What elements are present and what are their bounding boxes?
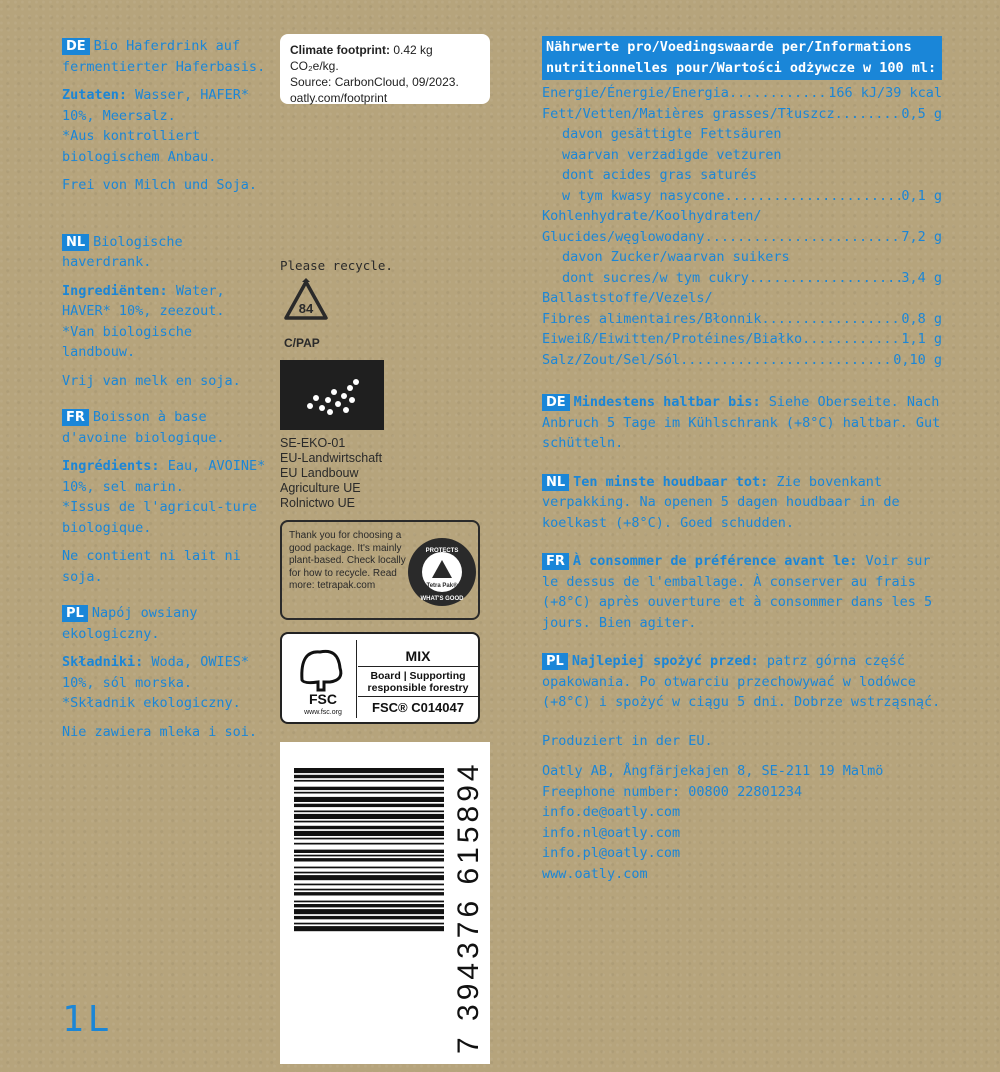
- nutrition-row: [542, 309, 942, 330]
- barcode-bar: [294, 909, 444, 914]
- barcode-bar: [294, 831, 444, 836]
- organic-note: *Aus kontrolliert biologischem Anbau.: [62, 128, 217, 165]
- tetra-brand: Tetra Pak®: [426, 583, 458, 589]
- lang-tag: PL: [542, 653, 568, 670]
- nutrition-label: davon gesättigte Fettsäuren: [562, 126, 782, 142]
- contact-line: info.nl@oatly.com: [542, 824, 681, 841]
- nutrition-row: [542, 83, 942, 104]
- contact-line: www.oatly.com: [542, 865, 648, 882]
- contact-line: Freephone number: 00800 22801234: [542, 783, 803, 800]
- fsc-tree-icon: [290, 640, 356, 718]
- fsc-divider: [358, 696, 478, 697]
- shelf-label: À consommer de préférence avant le:: [572, 553, 858, 569]
- ingredients-text: Eau, AVOINE* 10%, sel marin.: [62, 458, 266, 495]
- ingredients-column: [62, 36, 267, 758]
- nutrition-label: Fibres alimentaires/Błonnik: [542, 310, 762, 327]
- barcode-bar: [294, 850, 444, 853]
- nutrition-label: Kohlenhydrate/Koolhydraten/: [542, 208, 762, 224]
- eko-line: SE-EKO-01: [280, 436, 346, 450]
- free-from-text: Vrij van melk en soja.: [62, 372, 241, 389]
- tetra-pak-badge-icon: [406, 530, 476, 610]
- shelf-label: Ten minste houdbaar tot:: [573, 473, 769, 490]
- climate-url: oatly.com/footprint: [290, 91, 388, 105]
- lang-tag-nl: NL: [62, 234, 89, 251]
- barcode-bar: [294, 826, 444, 829]
- ingredients-text: Water, HAVER* 10%, zeezout.: [62, 282, 225, 319]
- contact-line: info.pl@oatly.com: [542, 845, 681, 861]
- contact-line: info.de@oatly.com: [542, 804, 681, 820]
- nutrition-label: w tym kwasy nasycone: [562, 187, 725, 204]
- shelf-text: Zie bovenkant verpakking. Na openen 5 dagen houdbaar in de koelkast (+8°C). Goed schudden.: [542, 473, 900, 531]
- organic-note: *Składnik ekologiczny.: [62, 695, 241, 711]
- shelf-label: Najlepiej spożyć przed:: [571, 653, 759, 669]
- climate-value: 0.42 kg CO₂e/kg.: [290, 43, 433, 73]
- product-title: Napój owsiany ekologiczny.: [62, 605, 198, 642]
- tetra-badge-bottom: WHAT'S GOOD: [420, 596, 464, 602]
- shelf-text: Siehe Oberseite. Nach Anbruch 5 Tage im Kühlschrank (+8°C) haltbar. Gut schütteln.: [542, 394, 941, 451]
- barcode-bar: [294, 821, 444, 823]
- nutrition-row: [542, 165, 942, 186]
- volume-label: 1L: [62, 999, 114, 1040]
- eu-leaf-stars-icon: [307, 379, 359, 415]
- barcode-bar: [294, 843, 444, 845]
- shelf-life-fr: [542, 551, 942, 633]
- recycle-text: Please recycle.: [280, 258, 393, 273]
- nutrition-label: davon Zucker/waarvan suikers: [562, 249, 790, 265]
- fsc-mix: MIX: [405, 648, 431, 664]
- shelf-life-de: [542, 392, 942, 454]
- fsc-logo-text: FSC: [309, 691, 337, 707]
- free-from-text: Frei von Milch und Soja.: [62, 177, 258, 193]
- nutrition-title: Nährwerte pro/Voedingswaarde per/Informations nutritionnelles pour/Wartości odżywcze w 100 ml:: [542, 36, 942, 80]
- nutrition-column: [542, 36, 942, 884]
- barcode-bar: [294, 780, 444, 782]
- nutrition-label: waarvan verzadigde vetzuren: [562, 146, 782, 163]
- organic-note: *Issus de l'agricul-ture biologique.: [62, 499, 258, 536]
- dot-leader: [835, 104, 902, 125]
- dot-leader: [729, 83, 828, 104]
- organic-note: *Van biologische landbouw.: [62, 323, 193, 360]
- nutrition-value: 166 kJ/39 kcal: [828, 85, 942, 101]
- fsc-box: [280, 632, 480, 724]
- climate-source: Source: CarbonCloud, 09/2023.: [290, 75, 459, 89]
- barcode-bar: [294, 797, 444, 802]
- nutrition-row: [542, 288, 942, 309]
- fsc-code: FSC® C014047: [372, 700, 464, 715]
- free-from-text: Ne contient ni lait ni soja.: [62, 548, 241, 585]
- barcode-bar: [294, 916, 444, 919]
- nutrition-label: Salz/Zout/Sel/Sól: [542, 351, 681, 368]
- barcode-bar: [294, 768, 444, 773]
- nutrition-value: 0,8 g: [901, 310, 942, 327]
- eko-line: EU Landbouw: [280, 466, 359, 480]
- ingredients-label: Składniki:: [62, 654, 144, 670]
- barcode-bar: [294, 855, 444, 857]
- barcode-bar: [294, 775, 444, 778]
- tetra-badge-top: PROTECTS: [425, 548, 459, 554]
- nutrition-row: [542, 350, 942, 371]
- contact-section: [542, 731, 942, 885]
- nutrition-row: [542, 268, 942, 289]
- nutrition-label: Energie/Énergie/Energia: [542, 85, 729, 101]
- fsc-board: Board | Supporting responsible forestry: [367, 670, 469, 694]
- nutrition-row: [542, 329, 942, 350]
- ingredients-text: Woda, OWIES* 10%, sól morska.: [62, 654, 249, 691]
- nutrition-label: Glucides/węglowodany: [542, 228, 705, 245]
- shelf-life-nl: [542, 472, 942, 534]
- lang-tag-fr: FR: [62, 409, 89, 426]
- barcode-bar: [294, 904, 444, 907]
- ingredients-label: Zutaten:: [62, 87, 128, 103]
- product-title: Biologische haverdrank.: [62, 233, 183, 270]
- tetra-text: Thank you for choosing a good package. It's mainly plant-based. Check locally for how to recycle. Read more: tetrapak.com: [289, 530, 406, 591]
- barcode-bar: [294, 838, 444, 840]
- dot-leader: [802, 329, 901, 350]
- dot-leader: [725, 186, 902, 207]
- barcode-bar: [294, 792, 444, 794]
- nutrition-table: [542, 83, 942, 370]
- nutrition-label: Fett/Vetten/Matières grasses/Tłuszcz: [542, 105, 835, 122]
- barcode-bar: [294, 892, 444, 895]
- section-nl: [62, 232, 267, 392]
- barcode-number: 7 394376 615894: [452, 760, 485, 1054]
- lang-tag-de: DE: [62, 38, 90, 55]
- climate-footprint-box: [280, 34, 490, 104]
- section-fr: [62, 407, 267, 587]
- barcode-bar: [294, 875, 444, 880]
- eu-organic-logo: [280, 360, 384, 430]
- shelf-text: patrz górna część opakowania. Po otwarciu przechowywać w lodówce (+8°C) i spożyć w ciągu 5 dni. Dobrze wstrząsnąć.: [542, 653, 941, 710]
- lang-tag: FR: [542, 553, 569, 570]
- tetra-pak-box: [280, 520, 480, 620]
- nutrition-label: Ballaststoffe/Vezels/: [542, 290, 713, 306]
- eko-line: EU-Landwirtschaft: [280, 451, 383, 465]
- nutrition-label: dont acides gras saturés: [562, 167, 758, 183]
- barcode-bar: [294, 889, 444, 891]
- produced-in: Produziert in der EU.: [542, 732, 713, 749]
- ingredients-text: Wasser, HAFER* 10%, Meersalz.: [62, 87, 249, 124]
- recycle-icon: [280, 278, 332, 352]
- nutrition-row: [542, 104, 942, 125]
- product-title: Bio Haferdrink auf fermentierter Haferbasis.: [62, 38, 266, 75]
- barcode-bar: [294, 872, 444, 874]
- section-de: [62, 36, 267, 196]
- dot-leader: [761, 309, 901, 330]
- nutrition-row: [542, 206, 942, 227]
- barcode-bar: [294, 858, 444, 861]
- contact-line: Oatly AB, Ångfärjekajen 8, SE-211 19 Malmö: [542, 763, 884, 779]
- barcode-bars: [294, 768, 444, 1038]
- barcode-bar: [294, 811, 444, 813]
- nutrition-row: [542, 186, 942, 207]
- nutrition-value: 1,1 g: [901, 331, 942, 347]
- nutrition-value: 0,10 g: [893, 351, 942, 368]
- nutrition-label: dont sucres/w tym cukry: [562, 269, 749, 286]
- eko-line: Agriculture UE: [280, 481, 361, 495]
- climate-label: Climate footprint:: [290, 43, 390, 57]
- lang-tag: NL: [542, 474, 569, 491]
- shelf-text: Voir sur le dessus de l'emballage. À conserver au frais (+8°C) après ouverture et à consommer dans les 5 jours. Bien agiter.: [542, 553, 933, 631]
- nutrition-row: [542, 247, 942, 268]
- barcode: [280, 742, 490, 1064]
- ingredients-label: Ingrédients:: [62, 458, 160, 474]
- nutrition-label: Eiweiß/Eiwitten/Protéines/Białko: [542, 331, 803, 347]
- shelf-label: Mindestens haltbar bis:: [573, 394, 761, 410]
- nutrition-row: [542, 124, 942, 145]
- eko-origin: [280, 436, 382, 511]
- lang-tag-pl: PL: [62, 605, 88, 622]
- shelf-life-pl: [542, 651, 942, 713]
- nutrition-value: 0,1 g: [901, 187, 942, 204]
- barcode-bar: [294, 884, 444, 886]
- section-pl: [62, 603, 267, 742]
- nutrition-row: [542, 145, 942, 166]
- nutrition-value: 0,5 g: [901, 105, 942, 122]
- barcode-bar: [294, 901, 444, 903]
- barcode-bar: [294, 926, 444, 931]
- barcode-bar: [294, 923, 444, 925]
- nutrition-value: 7,2 g: [901, 228, 942, 245]
- barcode-bar: [294, 867, 444, 869]
- free-from-text: Nie zawiera mleka i soi.: [62, 723, 258, 740]
- product-title: Boisson à base d'avoine biologique.: [62, 409, 225, 446]
- recycle-number: 84: [298, 301, 314, 316]
- barcode-bar: [294, 804, 444, 807]
- nutrition-value: 3,4 g: [901, 269, 942, 286]
- fsc-url: www.fsc.org: [304, 709, 342, 716]
- nutrition-row: [542, 227, 942, 248]
- fsc-divider: [358, 666, 478, 667]
- shelf-life-section: [542, 392, 942, 713]
- recycle-code: C/PAP: [284, 336, 320, 350]
- dot-leader: [749, 268, 901, 289]
- lang-tag: DE: [542, 394, 570, 411]
- eko-line: Rolnictwo UE: [280, 496, 356, 510]
- barcode-bar: [294, 814, 444, 819]
- barcode-bar: [294, 787, 444, 790]
- dot-leader: [680, 350, 893, 371]
- dot-leader: [705, 227, 902, 248]
- fsc-logo: [290, 640, 357, 718]
- ingredients-label: Ingrediënten:: [62, 282, 168, 299]
